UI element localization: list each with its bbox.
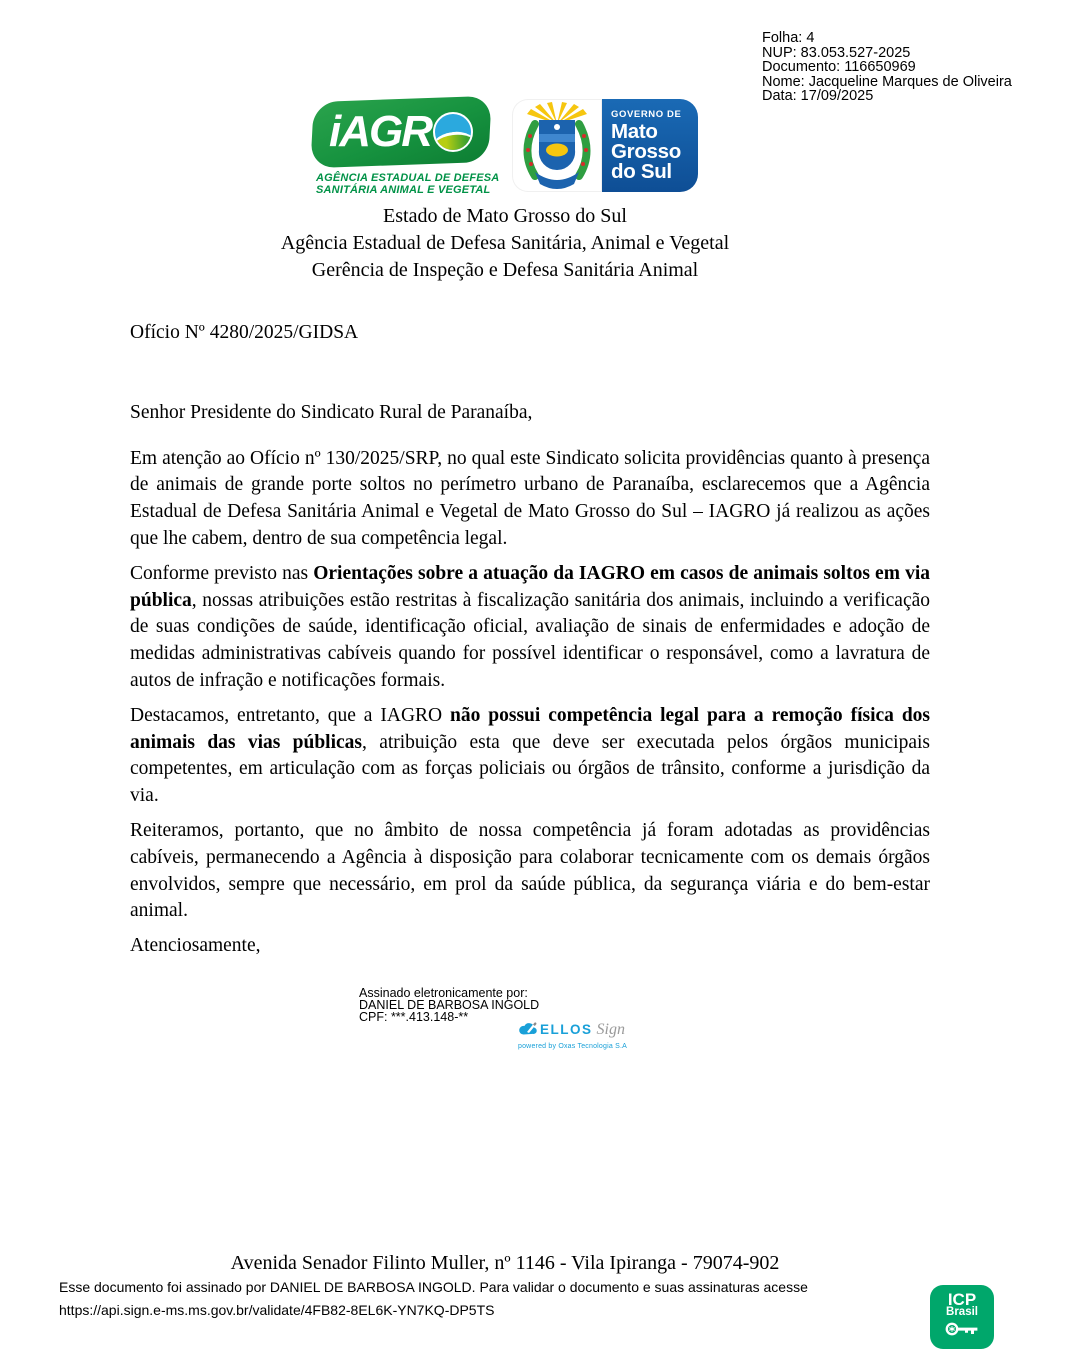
meta-folha: Folha: 4 <box>762 30 815 46</box>
meta-documento: Documento: 116650969 <box>762 59 916 76</box>
letter-body <box>130 320 930 968</box>
footer-signed-line: Esse documento foi assinado por DANIEL DE BARBOSA INGOLD. Para validar o documento e suas assinaturas acesse <box>59 1279 808 1295</box>
footer-validate-url[interactable]: https://api.sign.e-ms.ms.gov.br/validate/4FB82-8EL6K-YN7KQ-DP5TS <box>59 1302 495 1318</box>
meta-nome: Nome: Jacqueline Marques de Oliveira <box>762 73 1012 90</box>
signature-line1: Assinado eletronicamente por: <box>359 986 528 1000</box>
ms-do-sul: do Sul <box>611 160 672 183</box>
logo-row <box>0 99 1010 196</box>
signature-cpf: CPF: ***.413.148-** <box>359 1009 469 1024</box>
signature-block <box>359 986 627 1050</box>
ms-coat-of-arms-icon <box>512 99 602 192</box>
ellos-brand-text: ELLOS <box>540 1022 593 1037</box>
paragraph: Em atenção ao Ofício nº 130/2025/SRP, no qual este Sindicato solicita providências quanto à presença de animais de grande porte soltos no perímetro urbano de Paranaíba, esclarecemos que a Agência Estadual de Defesa Sanitária Animal e Vegetal de Mato Grosso do Sul – IAGRO já realizou as ações que lhe cabem, dentro de sua competência legal. <box>130 447 930 549</box>
iagro-word-rest: AGR <box>339 107 431 157</box>
governo-ms-logo <box>512 99 698 192</box>
iagro-caption <box>316 172 500 196</box>
signature-signer-name: DANIEL DE BARBOSA INGOLD <box>359 997 540 1012</box>
ms-grosso: Grosso <box>611 140 681 163</box>
iagro-logo <box>312 99 500 196</box>
oficio-number: Ofício Nº 4280/2025/GIDSA <box>130 322 359 343</box>
org-header-agency: Agência Estadual de Defesa Sanitária, Animal e Vegetal <box>280 232 730 254</box>
ms-governo-de: GOVERNO DE <box>611 109 682 120</box>
footer-address: Avenida Senador Filinto Muller, nº 1146 - Vila Ipiranga - 79074-902 <box>230 1252 780 1274</box>
ellos-sign-script-text: Sign <box>596 1021 625 1038</box>
document-metadata <box>762 31 1012 104</box>
org-header-department: Gerência de Inspeção e Defesa Sanitária Animal <box>311 259 699 281</box>
paragraph: Conforme previsto nas Orientações sobre a atuação da IAGRO em casos de animais soltos em via pública, nossas atribuições estão restritas à fiscalização sanitária dos animais, incluindo a verificação de suas condições de saúde, identificação oficial, avaliação de sinais de enfermidades e adoção de medidas administrativas cabíveis quando for possível identificar o responsável, como a lavratura de autos de infração e notificações formais. <box>130 562 930 691</box>
salutation: Senhor Presidente do Sindicato Rural de Paranaíba, <box>130 401 533 423</box>
icp-brasil-label: Brasil <box>946 1306 978 1318</box>
org-header-state: Estado de Mato Grosso do Sul <box>383 205 627 227</box>
iagro-word-i: i <box>328 107 340 157</box>
meta-data: Data: 17/09/2025 <box>762 88 874 105</box>
ms-mato: Mato <box>611 120 658 143</box>
paragraph: Destacamos, entretanto, que a IAGRO não possui competência legal para a remoção física dos animais das vias públicas, atribuição esta que deve ser executada pelos órgãos municipais competentes, em articulação com as forças policiais ou órgãos de trânsito, conforme a jurisdição da via. <box>130 704 930 807</box>
ms-logo-text-panel <box>602 99 698 192</box>
ellos-cloud-pen-icon <box>518 1021 538 1039</box>
icp-brasil-badge <box>930 1285 994 1349</box>
iagro-caption-line1: AGÊNCIA ESTADUAL DE DEFESA <box>316 172 500 184</box>
ellos-sign-logo <box>518 1021 648 1053</box>
org-header <box>0 203 1010 284</box>
meta-nup: NUP: 83.053.527-2025 <box>762 44 911 61</box>
iagro-wordmark <box>329 107 473 157</box>
iagro-caption-line2: SANITÁRIA ANIMAL E VEGETAL <box>316 184 491 196</box>
icp-label: ICP <box>947 1290 977 1309</box>
iagro-globe-icon <box>433 112 473 152</box>
paragraph: Reiteramos, portanto, que no âmbito de nossa competência já foram adotadas as providências cabíveis, permanecendo a Agência à disposição para colaborar tecnicamente com os demais órgãos envolvidos, sempre que necessário, em prol da saúde pública, da segurança viária e do bem-estar animal. <box>130 819 930 922</box>
key-icon <box>945 1318 979 1342</box>
closing: Atenciosamente, <box>130 935 261 957</box>
iagro-badge <box>310 96 491 168</box>
ellos-tagline: powered by Oxas Tecnologia S.A <box>518 1042 627 1050</box>
